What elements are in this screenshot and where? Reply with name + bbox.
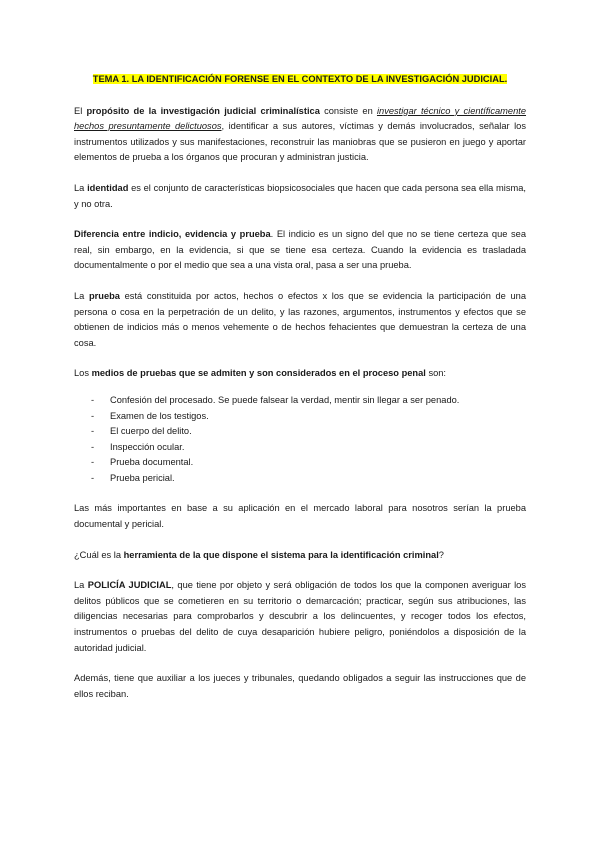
text-run: , que tiene por objeto y será obligación de todos los que la componen averiguar los delitos públicos que se cometieren en su territorio o demarcación; practicar, según sus atribuciones, las diligencias necesarias para comprobarlos y descubrir a los delincuentes, y recoger todos los efectos, instrumentos o pruebas del delito de cuya desaparición hubiere peligro, poniéndolos a disposición de la autoridad judicial. (74, 580, 526, 653)
paragraph-auxiliary: Además, tiene que auxiliar a los jueces y tribunales, quedando obligados a seguir las instrucciones que de ellos reciban. (74, 673, 526, 699)
bold-term: propósito de la investigación judicial criminalística (86, 105, 320, 116)
paragraph-question (74, 548, 526, 564)
title-text: TEMA 1. LA IDENTIFICACIÓN FORENSE EN EL CONTEXTO DE LA INVESTIGACIÓN JUDICIAL. (92, 74, 508, 84)
page-title (74, 72, 526, 88)
text-run: es el conjunto de características biopsicosociales que hacen que cada persona sea ella misma, y no otra. (74, 182, 526, 209)
text-run: ¿Cuál es la (74, 549, 124, 560)
text-run: El (74, 105, 87, 116)
paragraph-difference (74, 227, 526, 274)
underlined-phrase: investigar técnico y científicamente hechos presuntamente delictuosos (74, 105, 527, 132)
text-run: son: (425, 368, 447, 379)
list-item: - Prueba documental. (74, 455, 526, 471)
text-run: , identificar a sus autores, víctimas y demás involucrados, señalar los instrumentos utilizados y sus manifestaciones, reconstruir las maniobras que se pusieron en juego y aportar elementos de prueba a los órganos que procuran y administran justicia. (74, 121, 526, 163)
text-run: . El indicio es un signo del que no se tiene certeza que sea real, sin embargo, en la evidencia, si que se tiene esa certeza. Cuando la evidencia es trasladada documentalmente o por el medio que sea a una vista oral, pasa a ser una prueba. (74, 229, 526, 271)
text-run: está constituida por actos, hechos o efectos x los que se evidencia la participación de una persona o cosa en la perpetración de un delito, y las razones, argumentos, instrumentos y efectos que se obtienen de indicios más o menos vehemente o de hechos fehacientes que demuestran la certeza de una cosa. (74, 290, 526, 348)
bold-term: medios de pruebas que se admiten y son considerados en el proceso penal (91, 368, 426, 379)
list-item: - Confesión del procesado. Se puede falsear la verdad, mentir sin llegar a ser penado. (74, 393, 526, 409)
list-item: - Examen de los testigos. (74, 409, 526, 425)
bold-term: POLICÍA JUDICIAL (87, 580, 172, 591)
bold-term: identidad (87, 182, 129, 193)
text-run: La (74, 290, 89, 301)
text-run: ? (438, 549, 444, 560)
paragraph-important: Las más importantes en base a su aplicación en el mercado laboral para nosotros serían la prueba documental y pericial. (74, 503, 526, 530)
paragraph-means (74, 366, 526, 382)
text-run: La (74, 182, 88, 193)
list-item: - Prueba pericial. (74, 471, 526, 487)
document-body (74, 72, 526, 717)
text-run: La (74, 580, 88, 591)
list-item: - Inspección ocular. (74, 440, 526, 456)
paragraph-police (74, 578, 526, 656)
list-item: - El cuerpo del delito. (74, 424, 526, 440)
bold-term: herramienta de la que dispone el sistema para la identificación criminal (123, 549, 439, 560)
bold-term: prueba (88, 290, 120, 301)
evidence-list (74, 393, 526, 487)
paragraph-identity (74, 181, 526, 212)
paragraph-purpose (74, 104, 526, 166)
text-run: Los (74, 368, 92, 379)
bold-term: Diferencia entre indicio, evidencia y prueba (74, 229, 271, 240)
text-run: consiste en (319, 105, 377, 116)
paragraph-proof (74, 289, 526, 351)
